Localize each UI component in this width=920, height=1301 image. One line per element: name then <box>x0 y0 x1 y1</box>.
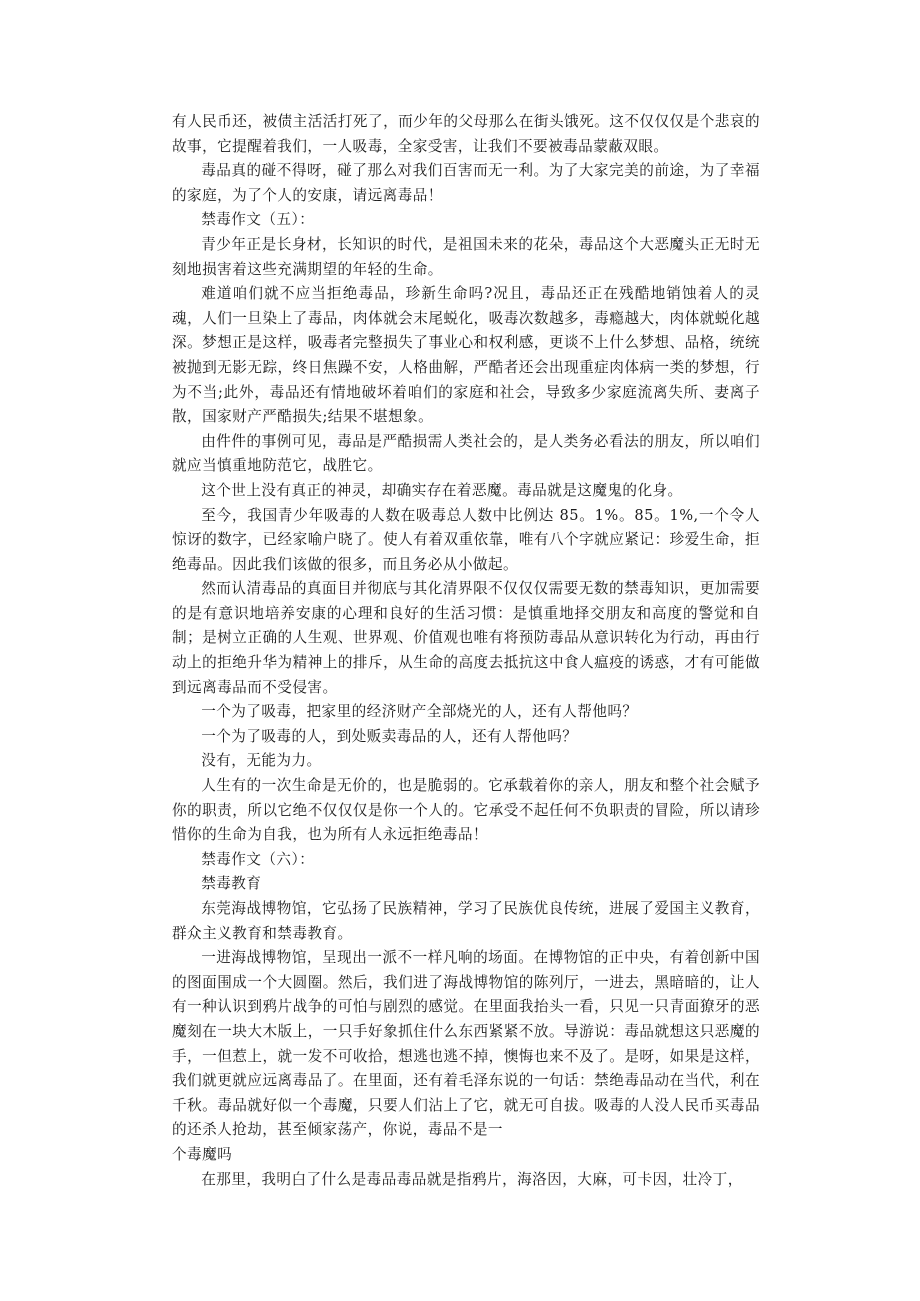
paragraph: 由件件的事例可见，毒品是严酷损需人类社会的，是人类务必看法的朋友，所以咱们就应当慎重地防范它，战胜它。 <box>172 432 760 475</box>
paragraph: 这个世上没有真正的神灵，却确实存在着恶魔。毒品就是这魔鬼的化身。 <box>201 481 683 499</box>
paragraph: 青少年正是长身材，长知识的时代，是祖国未来的花朵，毒品这个大恶魔头正无时无刻地损害着这些充满期望的年轻的生命。 <box>172 235 760 278</box>
paragraph: 毒品真的碰不得呀，碰了那么对我们百害而无一利。为了大家完美的前途，为了幸福的家庭，为了个人的安康，请远离毒品！ <box>172 162 760 204</box>
paragraph: 人生有的一次生命是无价的，也是脆弱的。它承载着你的亲人，朋友和整个社会赋予你的职责，所以它绝不仅仅仅是你一个人的。它承受不起任何不负职责的冒险，所以请珍惜你的生命为自我，也为所有人永远拒绝毒品！ <box>172 777 760 844</box>
paragraph: 难道咱们就不应当拒绝毒品，珍新生命吗?况且，毒品还正在残酷地销蚀着人的灵魂，人们一旦染上了毒品，肉体就会末尾蜕化，吸毒次数越多，毒瘾越大，肉体就蜕化越深。梦想正是这样，吸毒者完整损失了事业心和权利感，更谈不上什么梦想、品格，统统被抛到无影无踪，终日焦躁不安，人格曲解，严酷者还会出现重症肉体病一类的梦想，行为不当;此外，毒品还有情地破坏着咱们的家庭和社会，导致多少家庭流离失所、妻离子散，国家财产严酷损失;结果不堪想象。 <box>172 285 760 426</box>
paragraph: 一个为了吸毒的人，到处贩卖毒品的人，还有人帮他吗？ <box>201 727 578 745</box>
document-body <box>172 110 760 1192</box>
section-subheading: 禁毒教育 <box>201 875 262 893</box>
paragraph: 然而认清毒品的真面目并彻底与其化清界限不仅仅仅需要无数的禁毒知识，更加需要的是有意识地培养安康的心理和良好的生活习惯：是慎重地择交朋友和高度的警觉和自制；是树立正确的人生观、世界观、价值观也唯有将预防毒品从意识转化为行动，再由行动上的拒绝升华为精神上的排斥，从生命的高度去抵抗这中食人瘟疫的诱惑，才有可能做到远离毒品而不受侵害。 <box>172 580 760 696</box>
paragraph: 在那里，我明白了什么是毒品毒品就是指鸦片，海洛因，大麻，可卡因，壮冷丁， <box>201 1170 743 1188</box>
paragraph: 有人民币还，被债主活活打死了，而少年的父母那么在街头饿死。这不仅仅仅是个悲哀的故事，它提醒着我们，一人吸毒，全家受害，让我们不要被毒品蒙蔽双眼。 <box>172 113 760 155</box>
paragraph: 一进海战博物馆，呈现出一派不一样凡响的场面。在博物馆的正中央，有着创新中国的图面围成一个大圆圈。然后，我们进了海战博物馆的陈列厅，一进去，黑暗暗的，让人有一种认识到鸦片战争的可怕与剧烈的感觉。在里面我抬头一看，只见一只青面獠牙的恶魔刻在一块大木版上，一只手好象抓住什么东西紧紧不放。导游说：毒品就想这只恶魔的手，一但惹上，就一发不可收拾，想逃也逃不掉，懊悔也来不及了。是呀，如果是这样，我们就更就应远离毒品了。在里面，还有着毛泽东说的一句话：禁绝毒品动在当代，利在千秋。毒品就好似一个毒魔，只要人们沾上了它，就无可自拔。吸毒的人没人民币买毒品的还杀人抢劫，甚至倾家荡产，你说，毒品不是一 <box>172 949 760 1139</box>
paragraph: 没有，无能为力。 <box>201 752 322 770</box>
paragraph: 至今，我国青少年吸毒的人数在吸毒总人数中比例达 85。1%。85。1%,一个令人惊讶的数字，已经家喻户晓了。使人有着双重依靠，唯有八个字就应紧记：珍爱生命，拒绝毒品。因此我们该做的很多，而且务必从小做起。 <box>172 506 760 573</box>
section-heading: 禁毒作文（六）： <box>201 850 315 868</box>
section-heading: 禁毒作文（五）： <box>201 211 315 229</box>
paragraph: 东莞海战博物馆，它弘扬了民族精神，学习了民族优良传统，进展了爱国主义教育，群众主义教育和禁毒教育。 <box>172 900 760 942</box>
paragraph: 一个为了吸毒，把家里的经济财产全部烧光的人，还有人帮他吗？ <box>201 703 638 721</box>
paragraph: 个毒魔吗 <box>172 1145 233 1163</box>
